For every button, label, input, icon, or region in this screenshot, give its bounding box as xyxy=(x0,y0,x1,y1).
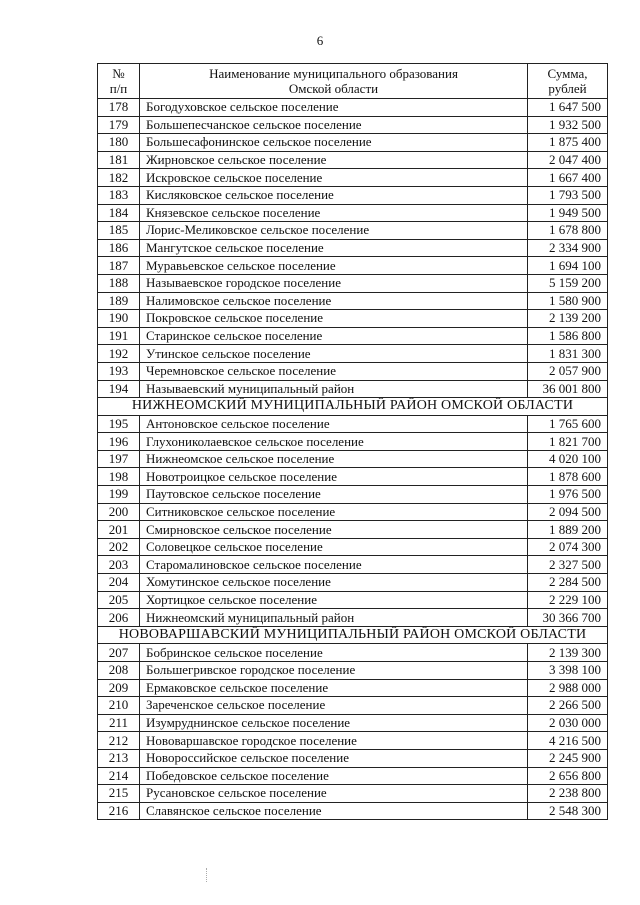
table-row xyxy=(98,714,608,732)
row-name: Новотроицкое сельское поселение xyxy=(140,468,528,486)
row-sum: 2 245 900 xyxy=(528,749,608,767)
row-name: Антоновское сельское поселение xyxy=(140,415,528,433)
row-name: Соловецкое сельское поселение xyxy=(140,538,528,556)
table-row xyxy=(98,380,608,398)
table-row xyxy=(98,345,608,363)
row-number: 189 xyxy=(98,292,140,310)
row-sum: 1 647 500 xyxy=(528,99,608,117)
row-name: Нижнеомский муниципальный район xyxy=(140,609,528,627)
row-name: Нижнеомское сельское поселение xyxy=(140,450,528,468)
row-number: 184 xyxy=(98,204,140,222)
row-name: Нововаршавское городское поселение xyxy=(140,732,528,750)
row-name: Старомалиновское сельское поселение xyxy=(140,556,528,574)
row-sum: 1 932 500 xyxy=(528,116,608,134)
row-name: Князевское сельское поселение xyxy=(140,204,528,222)
table-row xyxy=(98,749,608,767)
row-name: Ермаковское сельское поселение xyxy=(140,679,528,697)
row-number: 211 xyxy=(98,714,140,732)
table-row xyxy=(98,257,608,275)
table-row xyxy=(98,679,608,697)
row-sum: 1 765 600 xyxy=(528,415,608,433)
header-name xyxy=(140,64,528,99)
table-row xyxy=(98,486,608,504)
row-name: Черемновское сельское поселение xyxy=(140,362,528,380)
row-sum: 5 159 200 xyxy=(528,274,608,292)
header-sum-line2: рублей xyxy=(548,81,587,96)
table-row xyxy=(98,785,608,803)
table-row xyxy=(98,222,608,240)
table-row xyxy=(98,274,608,292)
section-row xyxy=(98,626,608,644)
row-name: Русановское сельское поселение xyxy=(140,785,528,803)
table-row xyxy=(98,239,608,257)
row-sum: 2 139 200 xyxy=(528,310,608,328)
table-row xyxy=(98,151,608,169)
table-row xyxy=(98,767,608,785)
row-name: Изумруднинское сельское поселение xyxy=(140,714,528,732)
table-row xyxy=(98,116,608,134)
row-sum: 4 216 500 xyxy=(528,732,608,750)
row-name: Большепесчанское сельское поселение xyxy=(140,116,528,134)
row-number: 214 xyxy=(98,767,140,785)
row-sum: 1 586 800 xyxy=(528,327,608,345)
row-number: 216 xyxy=(98,802,140,820)
header-name-line2: Омской области xyxy=(288,81,379,96)
row-number: 204 xyxy=(98,574,140,592)
scan-mark xyxy=(206,868,209,882)
row-sum: 1 889 200 xyxy=(528,521,608,539)
row-name: Ситниковское сельское поселение xyxy=(140,503,528,521)
row-name: Новороссийское сельское поселение xyxy=(140,749,528,767)
row-sum: 2 548 300 xyxy=(528,802,608,820)
row-number: 196 xyxy=(98,433,140,451)
row-number: 208 xyxy=(98,662,140,680)
row-sum: 2 074 300 xyxy=(528,538,608,556)
header-num-line2: п/п xyxy=(109,81,128,96)
table-row xyxy=(98,591,608,609)
table-row xyxy=(98,204,608,222)
row-name: Старинское сельское поселение xyxy=(140,327,528,345)
table-row xyxy=(98,310,608,328)
row-number: 197 xyxy=(98,450,140,468)
row-name: Зареченское сельское поселение xyxy=(140,697,528,715)
row-sum: 1 976 500 xyxy=(528,486,608,504)
table-row xyxy=(98,415,608,433)
row-name: Искровское сельское поселение xyxy=(140,169,528,187)
row-number: 210 xyxy=(98,697,140,715)
row-sum: 1 793 500 xyxy=(528,186,608,204)
row-name: Бобринское сельское поселение xyxy=(140,644,528,662)
table-row xyxy=(98,556,608,574)
row-sum: 2 284 500 xyxy=(528,574,608,592)
row-sum: 1 949 500 xyxy=(528,204,608,222)
header-name-line1: Наименование муниципального образования xyxy=(209,66,458,81)
row-name: Глухониколаевское сельское поселение xyxy=(140,433,528,451)
row-name: Кисляковское сельское поселение xyxy=(140,186,528,204)
table-row xyxy=(98,644,608,662)
row-sum: 2 988 000 xyxy=(528,679,608,697)
row-name: Паутовское сельское поселение xyxy=(140,486,528,504)
row-name: Мангутское сельское поселение xyxy=(140,239,528,257)
row-sum: 2 327 500 xyxy=(528,556,608,574)
row-sum: 2 057 900 xyxy=(528,362,608,380)
row-name: Налимовское сельское поселение xyxy=(140,292,528,310)
row-name: Утинское сельское поселение xyxy=(140,345,528,363)
row-name: Победовское сельское поселение xyxy=(140,767,528,785)
row-sum: 1 580 900 xyxy=(528,292,608,310)
row-sum: 1 831 300 xyxy=(528,345,608,363)
table-body xyxy=(98,99,608,820)
row-sum: 30 366 700 xyxy=(528,609,608,627)
row-number: 180 xyxy=(98,134,140,152)
table-row xyxy=(98,697,608,715)
row-number: 190 xyxy=(98,310,140,328)
row-number: 201 xyxy=(98,521,140,539)
row-number: 191 xyxy=(98,327,140,345)
row-name: Покровское сельское поселение xyxy=(140,310,528,328)
row-number: 179 xyxy=(98,116,140,134)
section-title: НОВОВАРШАВСКИЙ МУНИЦИПАЛЬНЫЙ РАЙОН ОМСКОЙ ОБЛАСТИ xyxy=(98,626,608,644)
row-number: 183 xyxy=(98,186,140,204)
table-row xyxy=(98,732,608,750)
row-number: 182 xyxy=(98,169,140,187)
row-number: 198 xyxy=(98,468,140,486)
row-number: 187 xyxy=(98,257,140,275)
header-sum xyxy=(528,64,608,99)
table-row xyxy=(98,574,608,592)
row-name: Муравьевское сельское поселение xyxy=(140,257,528,275)
row-sum: 1 678 800 xyxy=(528,222,608,240)
table-row xyxy=(98,609,608,627)
header-num-line1: № xyxy=(112,66,125,81)
row-number: 202 xyxy=(98,538,140,556)
row-name: Называевский муниципальный район xyxy=(140,380,528,398)
row-sum: 2 266 500 xyxy=(528,697,608,715)
row-number: 181 xyxy=(98,151,140,169)
row-sum: 1 694 100 xyxy=(528,257,608,275)
row-sum: 2 238 800 xyxy=(528,785,608,803)
row-sum: 36 001 800 xyxy=(528,380,608,398)
row-sum: 2 229 100 xyxy=(528,591,608,609)
table-row xyxy=(98,99,608,117)
row-number: 195 xyxy=(98,415,140,433)
table-row xyxy=(98,134,608,152)
table-row xyxy=(98,538,608,556)
row-number: 205 xyxy=(98,591,140,609)
table-row xyxy=(98,468,608,486)
row-number: 199 xyxy=(98,486,140,504)
table-row xyxy=(98,327,608,345)
row-number: 194 xyxy=(98,380,140,398)
row-number: 212 xyxy=(98,732,140,750)
section-title: НИЖНЕОМСКИЙ МУНИЦИПАЛЬНЫЙ РАЙОН ОМСКОЙ ОБЛАСТИ xyxy=(98,398,608,416)
row-name: Большесафонинское сельское поселение xyxy=(140,134,528,152)
header-sum-line1: Сумма, xyxy=(547,66,588,81)
row-number: 209 xyxy=(98,679,140,697)
row-name: Хортицкое сельское поселение xyxy=(140,591,528,609)
row-sum: 2 656 800 xyxy=(528,767,608,785)
row-name: Славянское сельское поселение xyxy=(140,802,528,820)
row-sum: 1 875 400 xyxy=(528,134,608,152)
table-row xyxy=(98,292,608,310)
row-number: 193 xyxy=(98,362,140,380)
table-row xyxy=(98,662,608,680)
row-number: 207 xyxy=(98,644,140,662)
row-sum: 2 047 400 xyxy=(528,151,608,169)
table-row xyxy=(98,450,608,468)
row-name: Лорис-Меликовское сельское поселение xyxy=(140,222,528,240)
table-row xyxy=(98,433,608,451)
row-sum: 2 139 300 xyxy=(528,644,608,662)
row-sum: 1 667 400 xyxy=(528,169,608,187)
row-sum: 4 020 100 xyxy=(528,450,608,468)
row-number: 206 xyxy=(98,609,140,627)
row-sum: 1 878 600 xyxy=(528,468,608,486)
row-sum: 2 094 500 xyxy=(528,503,608,521)
table-row xyxy=(98,503,608,521)
row-sum: 2 030 000 xyxy=(528,714,608,732)
row-number: 213 xyxy=(98,749,140,767)
row-number: 215 xyxy=(98,785,140,803)
row-number: 186 xyxy=(98,239,140,257)
header-num xyxy=(98,64,140,99)
row-name: Хомутинское сельское поселение xyxy=(140,574,528,592)
table-row xyxy=(98,802,608,820)
row-number: 203 xyxy=(98,556,140,574)
row-name: Жирновское сельское поселение xyxy=(140,151,528,169)
table-row xyxy=(98,169,608,187)
table-header xyxy=(98,64,608,99)
row-sum: 3 398 100 xyxy=(528,662,608,680)
row-name: Большегривское городское поселение xyxy=(140,662,528,680)
table-row xyxy=(98,521,608,539)
table-row xyxy=(98,186,608,204)
section-row xyxy=(98,398,608,416)
row-number: 200 xyxy=(98,503,140,521)
row-name: Называевское городское поселение xyxy=(140,274,528,292)
row-number: 192 xyxy=(98,345,140,363)
row-name: Смирновское сельское поселение xyxy=(140,521,528,539)
row-sum: 2 334 900 xyxy=(528,239,608,257)
table-row xyxy=(98,362,608,380)
row-sum: 1 821 700 xyxy=(528,433,608,451)
row-name: Богодуховское сельское поселение xyxy=(140,99,528,117)
row-number: 188 xyxy=(98,274,140,292)
row-number: 185 xyxy=(98,222,140,240)
row-number: 178 xyxy=(98,99,140,117)
page-number: 6 xyxy=(316,33,324,48)
allocation-table xyxy=(97,63,608,820)
